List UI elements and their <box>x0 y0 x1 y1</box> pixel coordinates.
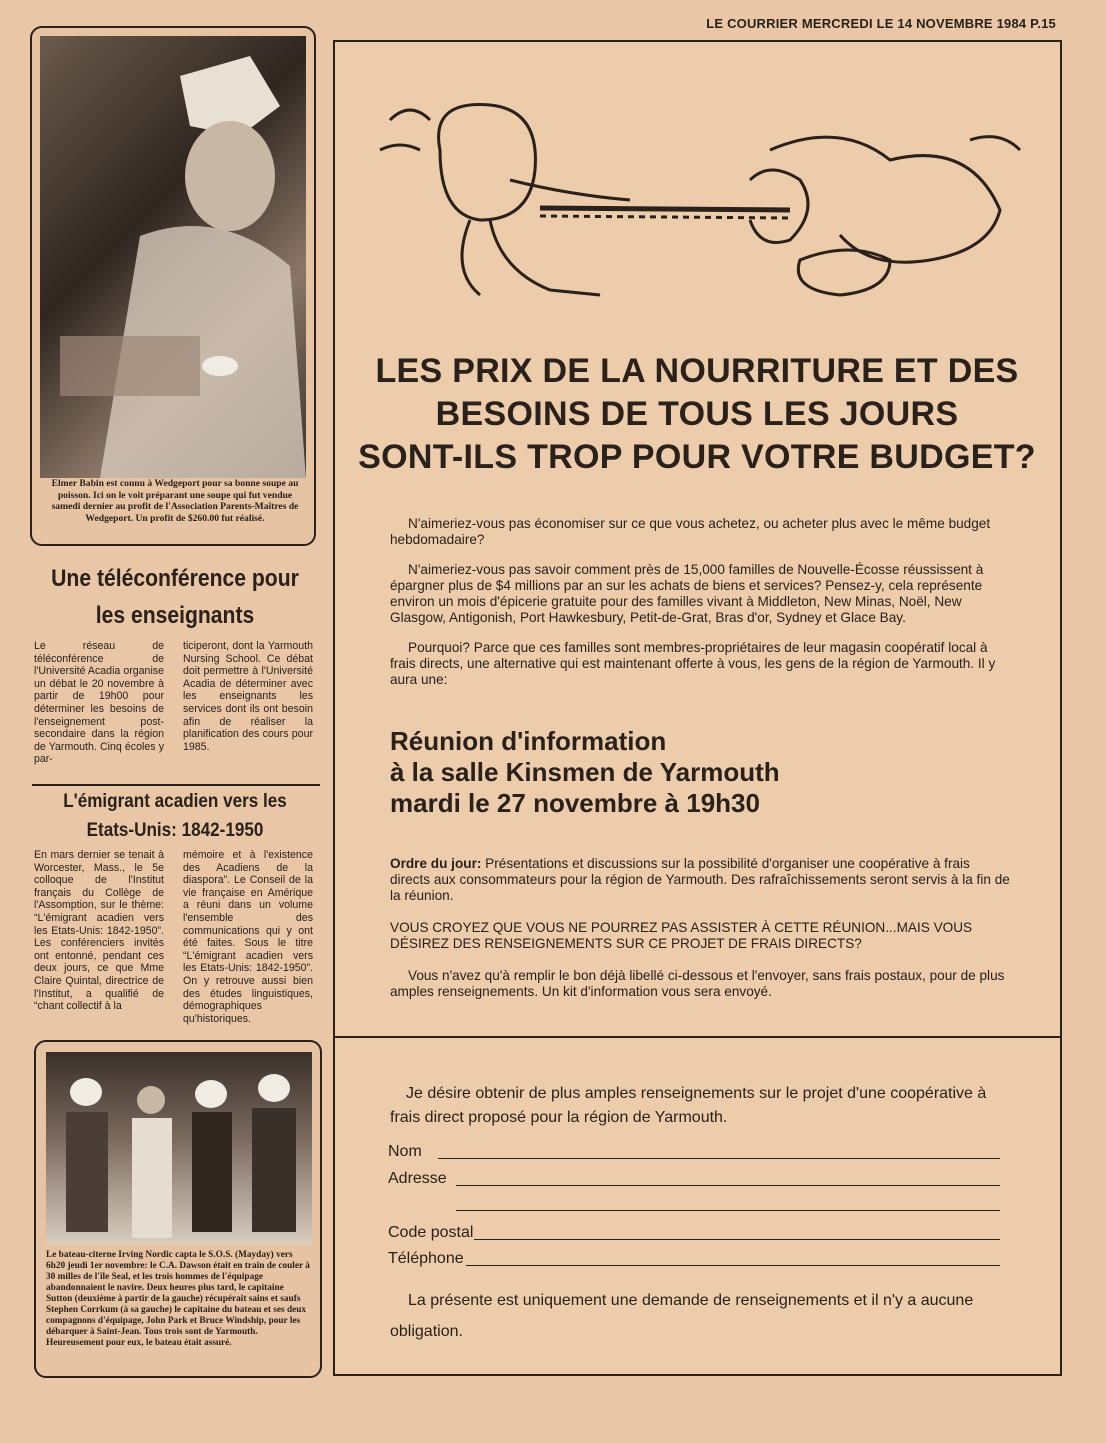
form-address-field[interactable] <box>456 1185 1000 1186</box>
ad-headline-line3: SONT-ILS TROP POUR VOTRE BUDGET? <box>358 438 1036 476</box>
article1-col2: ticiperont, dont la Yarmouth Nursing School. Ce débat doit permettre à l'Université Acadia de déterminer avec les enseignants les services dont ils ont besoin afin de réaliser la planification des cours pour 1985. <box>183 640 313 753</box>
photo-ship-crew <box>46 1052 312 1244</box>
form-address-field-2[interactable] <box>456 1210 1000 1211</box>
cartoon-tug-of-war <box>370 60 1040 320</box>
photo-box-crew <box>34 1040 322 1378</box>
article1-col1: Le réseau de téléconférence de l'Université Acadia organise un débat le 20 novembre à partir de 19h00 pour déterminer les besoins de l'enseignement post-secondaire dans la région de Yarmouth. Cinq écoles y par- <box>34 640 164 766</box>
article2-title-line1: L'émigrant acadien vers les <box>63 791 287 812</box>
meeting-line2: à la salle Kinsmen de Yarmouth <box>390 757 780 787</box>
agenda-text: Présentations et discussions sur la possibilité d'organiser une coopérative à frais directs aux consommateurs pour la région de Yarmouth. Des rafraîchissements seront servis à la fin de la réunion. <box>390 856 1010 903</box>
coupon-divider <box>333 1036 1062 1038</box>
agenda-label: Ordre du jour: <box>390 856 482 871</box>
meeting-line3: mardi le 27 novembre à 19h30 <box>390 788 760 818</box>
coupon-footer: La présente est uniquement une demande de renseignements et il n'y a aucune obligation. <box>390 1292 974 1340</box>
article2-col2: mémoire et à l'existence des Acadiens de la diaspora”. Le Conseil de la vie française en Amérique a réuni dans un volume l'ensemble des communications qui y ont été faites. Sous le titre “L'émigrant acadien vers les Etats-Unis: 1842-1950”. On y retrouve aussi bien des études linguistiques, démographiques qu'historiques. <box>183 849 313 1025</box>
ad-headline-line1: LES PRIX DE LA NOURRITURE ET DES <box>375 352 1019 390</box>
ad-paragraph-4: VOUS CROYEZ QUE VOUS NE POURREZ PAS ASSISTER À CETTE RÉUNION...MAIS VOUS DÉSIREZ DES RENSEIGNEMENTS SUR CE PROJET DE FRAIS DIRECTS? <box>390 920 973 951</box>
crew-illustration <box>46 1052 312 1244</box>
ad-headline-line2: BESOINS DE TOUS LES JOURS <box>435 395 959 433</box>
meeting-line1: Réunion d'information <box>390 726 667 756</box>
form-name-field[interactable] <box>438 1158 1000 1159</box>
photo-chef-soup <box>40 36 306 478</box>
coupon-intro: Je désire obtenir de plus amples renseignements sur le projet d'une coopérative à frais direct proposé pour la région de Yarmouth. <box>390 1085 987 1126</box>
photo-box-soup <box>30 26 316 546</box>
meeting-announcement <box>390 726 780 819</box>
chef-illustration <box>40 36 306 478</box>
page-header: LE COURRIER MERCREDI LE 14 NOVEMBRE 1984 P.15 <box>706 16 1056 31</box>
form-phone-field[interactable] <box>466 1265 1000 1266</box>
photo1-caption: Elmer Babin est connu à Wedgeport pour sa bonne soupe au poisson. Ici on le voit préparant une soupe qui fut vendue samedi dernier au profit de l'Association Parents-Maîtres de Wedgeport. Un profit de $260.00 fut réalisé. <box>51 478 299 524</box>
ad-paragraph-3: Pourquoi? Parce que ces familles sont membres-propriétaires de leur magasin coopératif local à frais directs, une alternative qui est maintenant offerte à vous, les gens de la région de Yarmouth. Il y aura une: <box>390 640 996 687</box>
article-divider <box>32 784 320 786</box>
ad-paragraph-1: N'aimeriez-vous pas économiser sur ce que vous achetez, ou acheter plus avec le même budget hebdomadaire? <box>390 516 991 547</box>
form-postal-label: Code postal <box>388 1224 474 1241</box>
ad-headline <box>338 350 1056 479</box>
form-postal-field[interactable] <box>474 1239 1000 1240</box>
article2-col1: En mars dernier se tenait à Worcester, Mass., le 5e colloque de l'Institut français du Collège de l'Assomption, sur le thème: “L'émigrant acadien vers les Etats-Unis: 1842-1950”. Les conférenciers invités ont entonné, pendant ces deux jours, ce que Mme Claire Quintal, directrice de l'Institut, a qualifié de “chant collectif à la <box>34 849 164 1013</box>
article2-title-line2: Etats-Unis: 1842-1950 <box>86 820 264 841</box>
ad-paragraph-5: Vous n'avez qu'à remplir le bon déjà libellé ci-dessous et l'envoyer, sans frais postaux, pour de plus amples renseignements. Un kit d'information vous sera envoyé. <box>390 968 1005 999</box>
photo2-caption: Le bateau-citerne Irving Nordic capta le S.O.S. (Mayday) vers 6h20 jeudi 1er novembre: le C.A. Dawson était en train de couler à 30 milles de l'île Seal, et les trois hommes de l'équipage abandonnaient le navire. Deux heures plus tard, le capitaine Sutton (deuxième à partir de la gauche) récupérait sains et saufs Stephen Corrkum (à sa gauche) le capitaine du bateau et ses deux compagnons d'équipage, John Park et Bruce Windship, pour les débarquer à Saint-Jean. Tous trois sont de Yarmouth. Heureusement pour eux, le bateau était assuré. <box>46 1250 310 1348</box>
form-name-label: Nom <box>388 1143 422 1160</box>
article1-title-line2: les enseignants <box>95 602 255 629</box>
ad-paragraph-2: N'aimeriez-vous pas savoir comment près de 15,000 familles de Nouvelle-Écosse réussissent à épargner plus de $4 millions par an sur les achats de biens et services? Pensez-y, cela représente environ un mois d'épicerie gratuite pour des familles vivant à Middleton, New Minas, Noël, New Glasgow, Antigonish, Port Hawkesbury, Petit-de-Grat, Bras d'or, Sydney et Glace Bay. <box>390 562 984 625</box>
agenda <box>390 856 1010 904</box>
form-phone-label: Téléphone <box>388 1250 464 1267</box>
article1-title-line1: Une téléconférence pour <box>51 565 299 592</box>
form-address-label: Adresse <box>388 1170 447 1187</box>
